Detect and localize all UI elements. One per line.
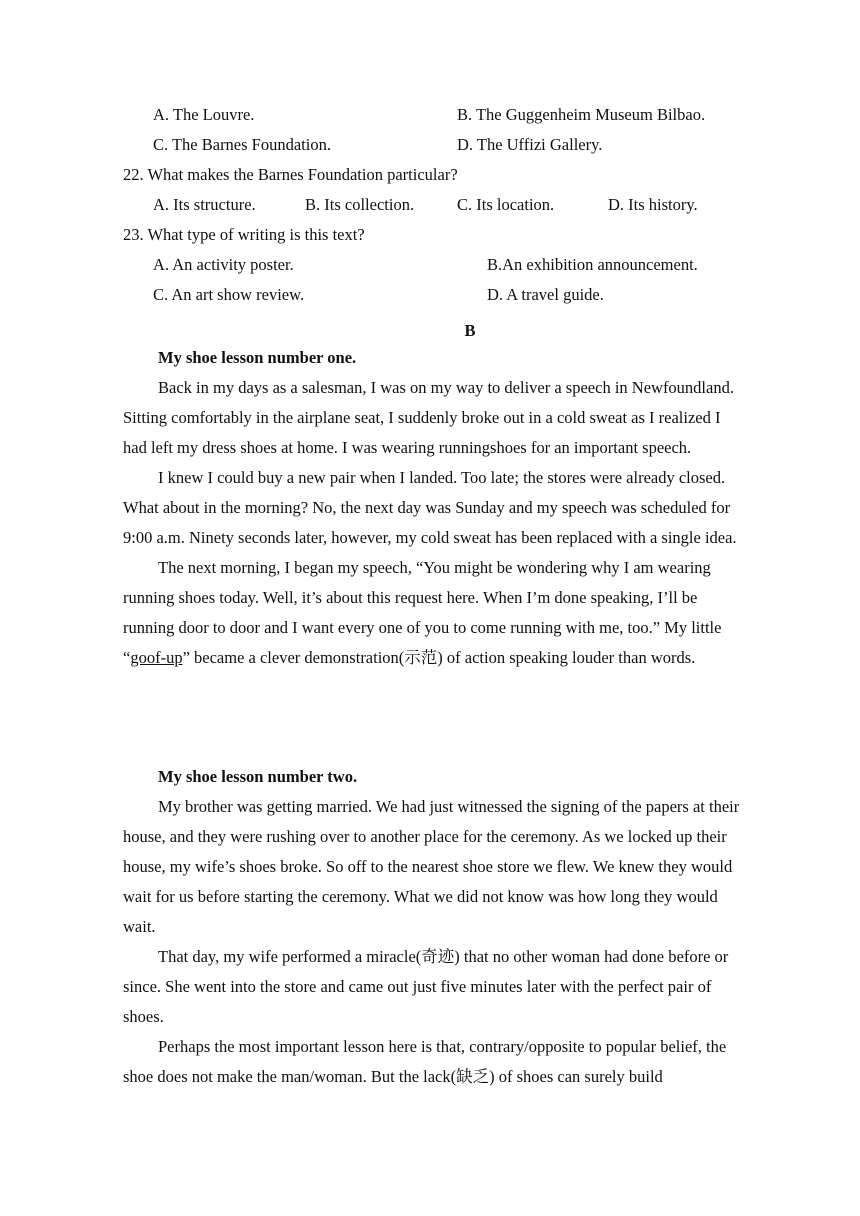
q22-option-c: C. Its location. [457, 195, 555, 214]
lesson-one-paragraph-2: I knew I could buy a new pair when I landed. Too late; the stores were already closed. What about in the morning? No, the next day was Sunday and my speech was scheduled for 9:00 a.m. Ninety seconds later, however, my cold sweat has been replaced with a single idea. [123, 468, 737, 547]
q22-option-d: D. Its history. [608, 195, 698, 214]
lesson-two-paragraph-2: That day, my wife performed a miracle(奇迹) that no other woman had done before or since. She went into the store and came out just five minutes later with the perfect pair of shoes. [123, 947, 729, 1026]
underlined-word: goof-up [130, 648, 183, 667]
q22-option-b: B. Its collection. [305, 195, 415, 214]
lesson-one-paragraph-1: Back in my days as a salesman, I was on my way to deliver a speech in Newfoundland. Sitting comfortably in the airplane seat, I suddenly broke out in a cold sweat as I realized I had left my dress shoes at home. I was wearing runningshoes for an important speech. [123, 378, 734, 457]
lesson-one-heading: My shoe lesson number one. [158, 348, 357, 367]
q23-option-c: C. An art show review. [153, 285, 305, 304]
q23-option-b: B.An exhibition announcement. [487, 255, 698, 274]
lesson-two-paragraph-3: Perhaps the most important lesson here is that, contrary/opposite to popular belief, the shoe does not make the man/woman. But the lack(缺乏) of shoes can surely build [123, 1037, 727, 1086]
q21-option-d: D. The Uffizi Gallery. [457, 135, 603, 154]
lesson-one-body [123, 373, 743, 673]
q23-stem: 23. What type of writing is this text? [123, 225, 365, 244]
paragraph-text: ” became a clever demonstration(示范) of action speaking louder than words. [182, 648, 696, 667]
lesson-two-heading: My shoe lesson number two. [158, 767, 358, 786]
q23-option-d: D. A travel guide. [487, 285, 604, 304]
paragraph-text: The next morning, I began my speech, “You might be wondering why I am wearing running shoes today. Well, it’s about this request here. When I’m done speaking, I’ll be running door to door and I want every one of you to come running with me, too.” My little “ [123, 558, 722, 667]
section-heading: B [464, 321, 476, 340]
q23-option-a: A. An activity poster. [153, 255, 294, 274]
lesson-two-body [123, 792, 743, 1092]
q22-stem: 22. What makes the Barnes Foundation particular? [123, 165, 458, 184]
q21-option-c: C. The Barnes Foundation. [153, 135, 331, 154]
lesson-one-paragraph-3 [123, 553, 743, 673]
lesson-two-paragraph-1: My brother was getting married. We had just witnessed the signing of the papers at their house, and they were rushing over to another place for the ceremony. As we locked up their house, my wife’s shoes broke. So off to the nearest shoe store we flew. We knew they would wait for us before starting the ceremony. What we did not know was how long they would wait. [123, 797, 740, 936]
q22-option-a: A. Its structure. [153, 195, 256, 214]
q21-option-b: B. The Guggenheim Museum Bilbao. [457, 105, 706, 124]
q21-option-a: A. The Louvre. [153, 105, 255, 124]
